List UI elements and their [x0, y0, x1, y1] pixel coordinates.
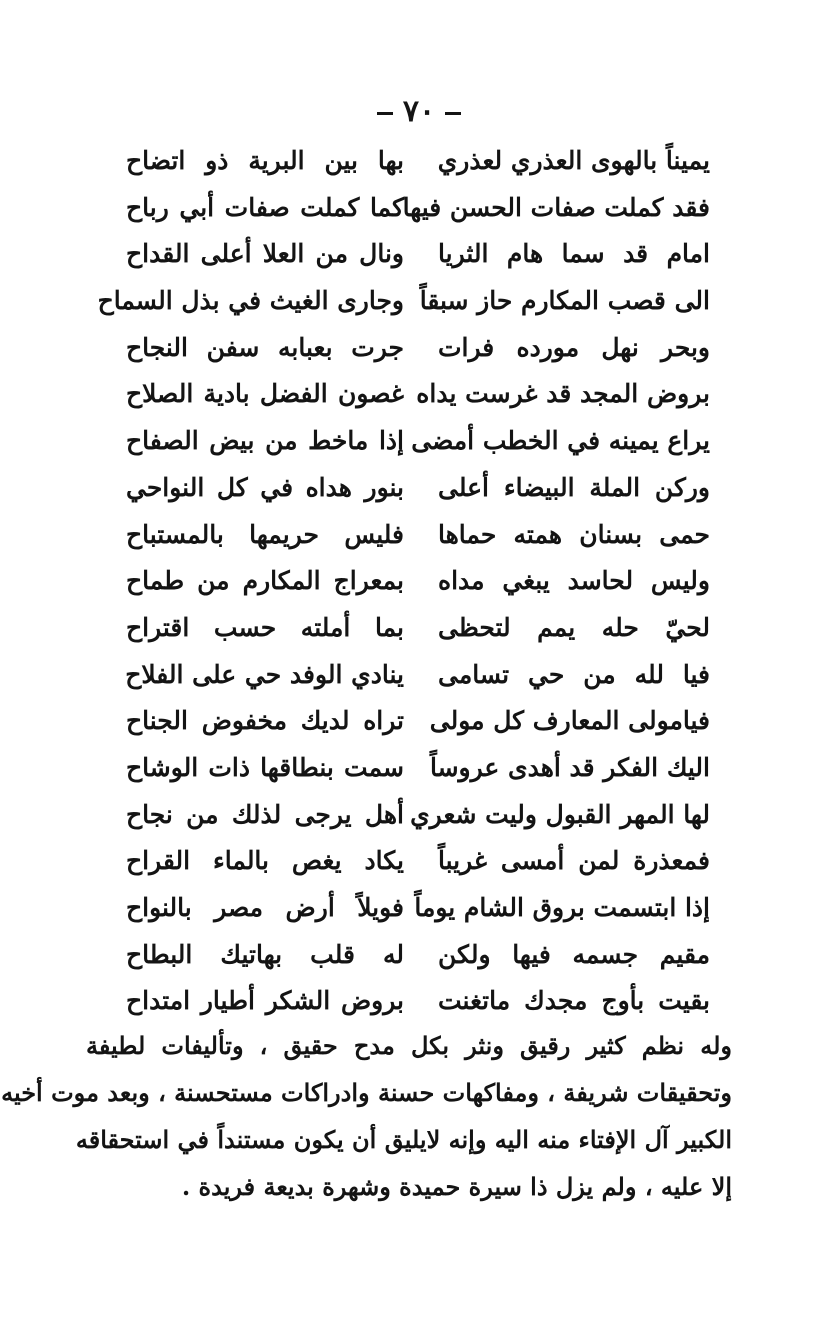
first-hemistich: وركن الملة البيضاء أعلى: [438, 472, 710, 502]
second-hemistich: جرت بعبابه سفن النجاح: [126, 332, 404, 362]
second-hemistich: ينادي الوفد حي على الفلاح: [125, 659, 404, 689]
first-hemistich: مقيم جسمه فيها ولكن: [438, 939, 710, 969]
verse: [0, 838, 838, 885]
second-hemistich: يكاد يغص بالماء القراح: [126, 846, 404, 876]
verse: [0, 558, 838, 605]
verse: [0, 605, 838, 652]
verse: [0, 278, 838, 325]
second-hemistich: بمعراج المكارم من طماح: [126, 566, 404, 596]
verse: [0, 885, 838, 932]
second-hemistich: وجارى الغيث في بذل السماح: [97, 286, 404, 316]
verse: [0, 698, 838, 745]
second-hemistich: كما كملت صفات أبي رباح: [126, 192, 404, 222]
first-hemistich: يميناً بالهوى العذري لعذري: [437, 146, 710, 175]
verse: [0, 138, 838, 185]
verse: [0, 231, 838, 278]
page-number: [0, 92, 838, 132]
verse: [0, 465, 838, 512]
second-hemistich: بما أملته حسب اقتراح: [126, 612, 404, 642]
verse: [0, 371, 838, 418]
first-hemistich: إذا ابتسمت بروق الشام يوماً: [414, 893, 710, 922]
first-hemistich: يراع يمينه في الخطب أمضى: [411, 426, 710, 456]
first-hemistich: امام قد سما هام الثريا: [438, 239, 710, 269]
second-hemistich: ونال من العلا أعلى القداح: [126, 239, 404, 269]
second-hemistich: له قلب بهاتيك البطاح: [126, 939, 404, 969]
first-hemistich: لها المهر القبول وليت شعري: [410, 799, 710, 829]
second-hemistich: غصون الفضل بادية الصلاح: [126, 379, 404, 409]
second-hemistich: فويلاً أرض مصر بالنواح: [126, 893, 404, 922]
first-hemistich: اليك الفكر قد أهدى عروساً: [429, 752, 710, 782]
verse: [0, 512, 838, 559]
first-hemistich: فقد كملت صفات الحسن فيها: [402, 192, 710, 222]
verse: [0, 932, 838, 979]
second-hemistich: سمت بنطاقها ذات الوشاح: [126, 752, 404, 782]
first-hemistich: وليس لحاسد يبغي مداه: [438, 566, 710, 596]
second-hemistich: فليس حريمها بالمستباح: [126, 519, 404, 549]
prose-paragraph: [1, 1022, 732, 1210]
verse: [0, 652, 838, 699]
second-hemistich: بروض الشكر أطيار امتداح: [126, 986, 404, 1016]
second-hemistich: إذا ماخط من بيض الصفاح: [126, 426, 404, 456]
first-hemistich: فيامولى المعارف كل مولى: [429, 706, 710, 736]
verse: [0, 745, 838, 792]
first-hemistich: فيا لله من حي تسامى: [438, 659, 710, 689]
verse: [0, 418, 838, 465]
verse: [0, 978, 838, 1025]
second-hemistich: بنور هداه في كل النواحي: [126, 472, 404, 502]
first-hemistich: لحيّ حله يمم لتحظى: [438, 612, 710, 642]
verse: [0, 325, 838, 372]
first-hemistich: بروض المجد قد غرست يداه: [416, 379, 710, 409]
first-hemistich: فمعذرة لمن أمسى غريباً: [438, 846, 710, 876]
prose-line: الكبير آل الإفتاء منه اليه وإنه لايليق أن يكون مستنداً في استحقاقه: [75, 1125, 732, 1154]
verse: [0, 185, 838, 232]
prose-line: وله نظم كثير رقيق ونثر بكل مدح حقيق ، وتأليفات لطيفة: [86, 1031, 732, 1060]
first-hemistich: الى قصب المكارم حاز سبقاً: [419, 286, 710, 316]
first-hemistich: بقيت بأوج مجدك ماتغنت: [438, 986, 710, 1016]
second-hemistich: تراه لديك مخفوض الجناح: [126, 706, 404, 736]
page-number-text: ٧٠: [402, 94, 436, 129]
second-hemistich: أهل يرجى لذلك من نجاح: [126, 799, 404, 829]
first-hemistich: وبحر نهل مورده فرات: [438, 332, 710, 362]
verse: [0, 792, 838, 839]
second-hemistich: بها بين البرية ذو اتضاح: [126, 146, 404, 175]
poem: [0, 138, 838, 1025]
dash-right: [445, 112, 461, 115]
prose-line: إلا عليه ، ولم يزل ذا سيرة حميدة وشهرة بديعة فريدة .: [181, 1172, 732, 1201]
prose-line: وتحقيقات شريفة ، ومفاكهات حسنة وادراكات مستحسنة ، وبعد موت أخيه: [1, 1078, 732, 1107]
dash-left: [377, 112, 393, 115]
first-hemistich: حمى بسنان همته حماها: [438, 519, 710, 549]
